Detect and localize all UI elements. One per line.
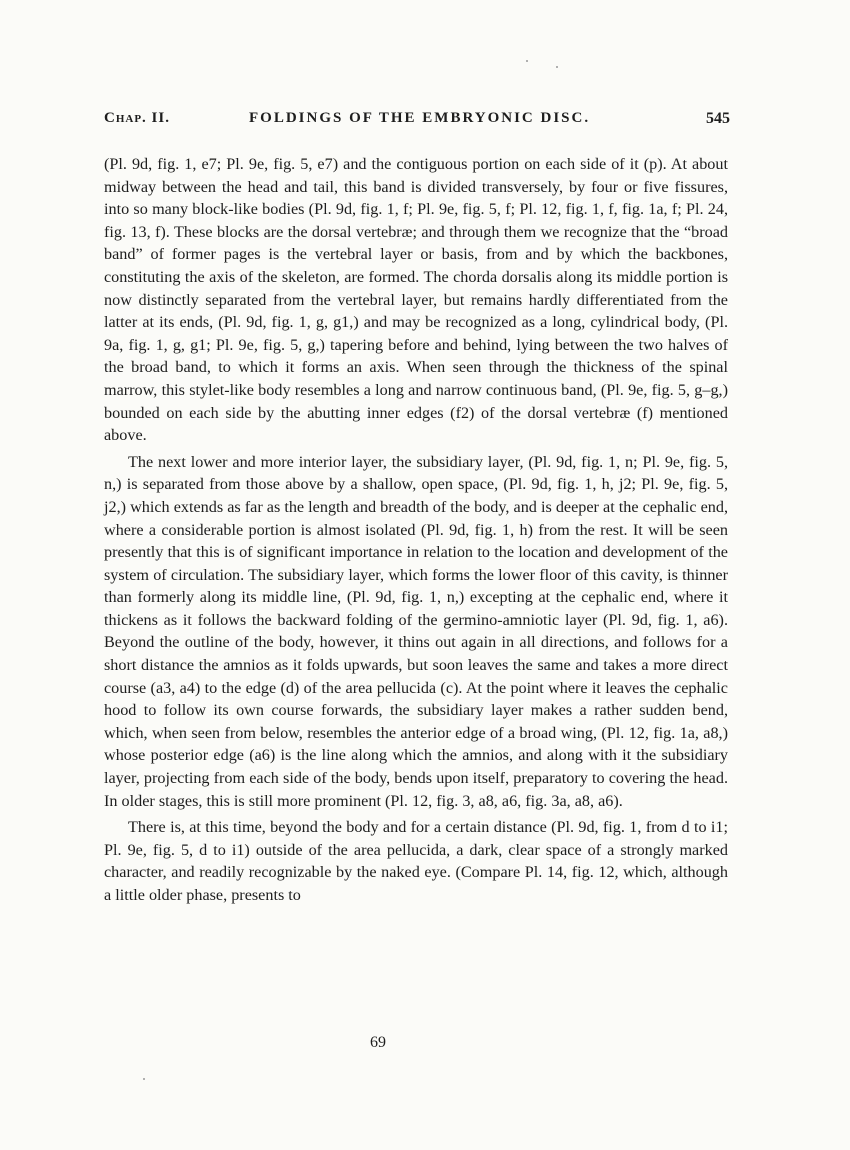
running-header: [104, 110, 730, 134]
paragraph: The next lower and more interior layer, the subsidiary layer, (Pl. 9d, fig. 1, n; Pl. 9e, fig. 5, n,) is separated from those above by a shallow, open space, (Pl. 9d, fig. 1, h, j2; Pl. 9e, fig. 5, j2,) which extends as far as the length and breadth of the body, and is deeper at the cephalic end, where a considerable portion is almost isolated (Pl. 9d, fig. 1, h) from the rest. It will be seen presently that this is of significant importance in relation to the location and development of the system of circulation. The subsidiary layer, which forms the lower floor of this cavity, is thinner than formerly along its middle line, (Pl. 9d, fig. 1, n,) excepting at the cephalic end, where it thickens as it follows the backward folding of the germino-amniotic layer (Pl. 9d, fig. 1, a6). Beyond the outline of the body, however, it thins out again in all directions, and follows for a short distance the amnios as it folds upwards, but soon leaves the same and takes a more direct course (a3, a4) to the edge (d) of the area pellucida (c). At the point where it leaves the cephalic hood to follow its own course forwards, the subsidiary layer makes a rather sudden bend, which, when seen from below, resembles the anterior edge of a broad wing, (Pl. 12, fig. 1a, a8,) whose posterior edge (a6) is the line along which the amnios, and along with it the subsidiary layer, projecting from each side of the body, bends upon itself, preparatory to covering the head. In older stages, this is still more prominent (Pl. 12, fig. 3, a8, a6, fig. 3a, a8, a6).: [104, 452, 728, 810]
body-text: [104, 153, 728, 907]
paper-speck: [526, 60, 528, 62]
page-number: 545: [706, 110, 730, 127]
chapter-label: Chap. II.: [104, 110, 170, 126]
running-title: FOLDINGS OF THE EMBRYONIC DISC.: [249, 110, 591, 126]
paragraph: (Pl. 9d, fig. 1, e7; Pl. 9e, fig. 5, e7) and the contiguous portion on each side of it (p). At about midway between the head and tail, this band is divided transversely, by four or five fissures, into so many block-like bodies (Pl. 9d, fig. 1, f; Pl. 9e, fig. 5, f; Pl. 12, fig. 1, f, fig. 1a, f; Pl. 24, fig. 13, f). These blocks are the dorsal vertebræ; and through them we recognize that the “broad band” of former pages is the vertebral layer or basis, from and by which the backbones, constituting the axis of the skeleton, are formed. The chorda dorsalis along its middle portion is now distinctly separated from the vertebral layer, but remains hardly differentiated from the latter at its ends, (Pl. 9d, fig. 1, g, g1,) and may be recognized as a long, cylindrical body, (Pl. 9a, fig. 1, g, g1; Pl. 9e, fig. 5, g,) tapering before and behind, lying between the two halves of the broad band, to which it forms an axis. When seen through the thickness of the spinal marrow, this stylet-like body resembles a long and narrow continuous band, (Pl. 9e, fig. 5, g–g,) bounded on each side by the abutting inner edges (f2) of the dorsal vertebræ (f) mentioned above.: [104, 155, 728, 445]
paper-speck: [556, 66, 558, 68]
paper-speck: [143, 1078, 145, 1080]
signature-mark: 69: [370, 1034, 386, 1051]
paragraph: There is, at this time, beyond the body and for a certain distance (Pl. 9d, fig. 1, from d to i1; Pl. 9e, fig. 5, d to i1) outside of the area pellucida, a dark, clear space of a strongly marked character, and readily recognizable by the naked eye. (Compare Pl. 14, fig. 12, which, although a little older phase, presents to: [104, 818, 728, 904]
